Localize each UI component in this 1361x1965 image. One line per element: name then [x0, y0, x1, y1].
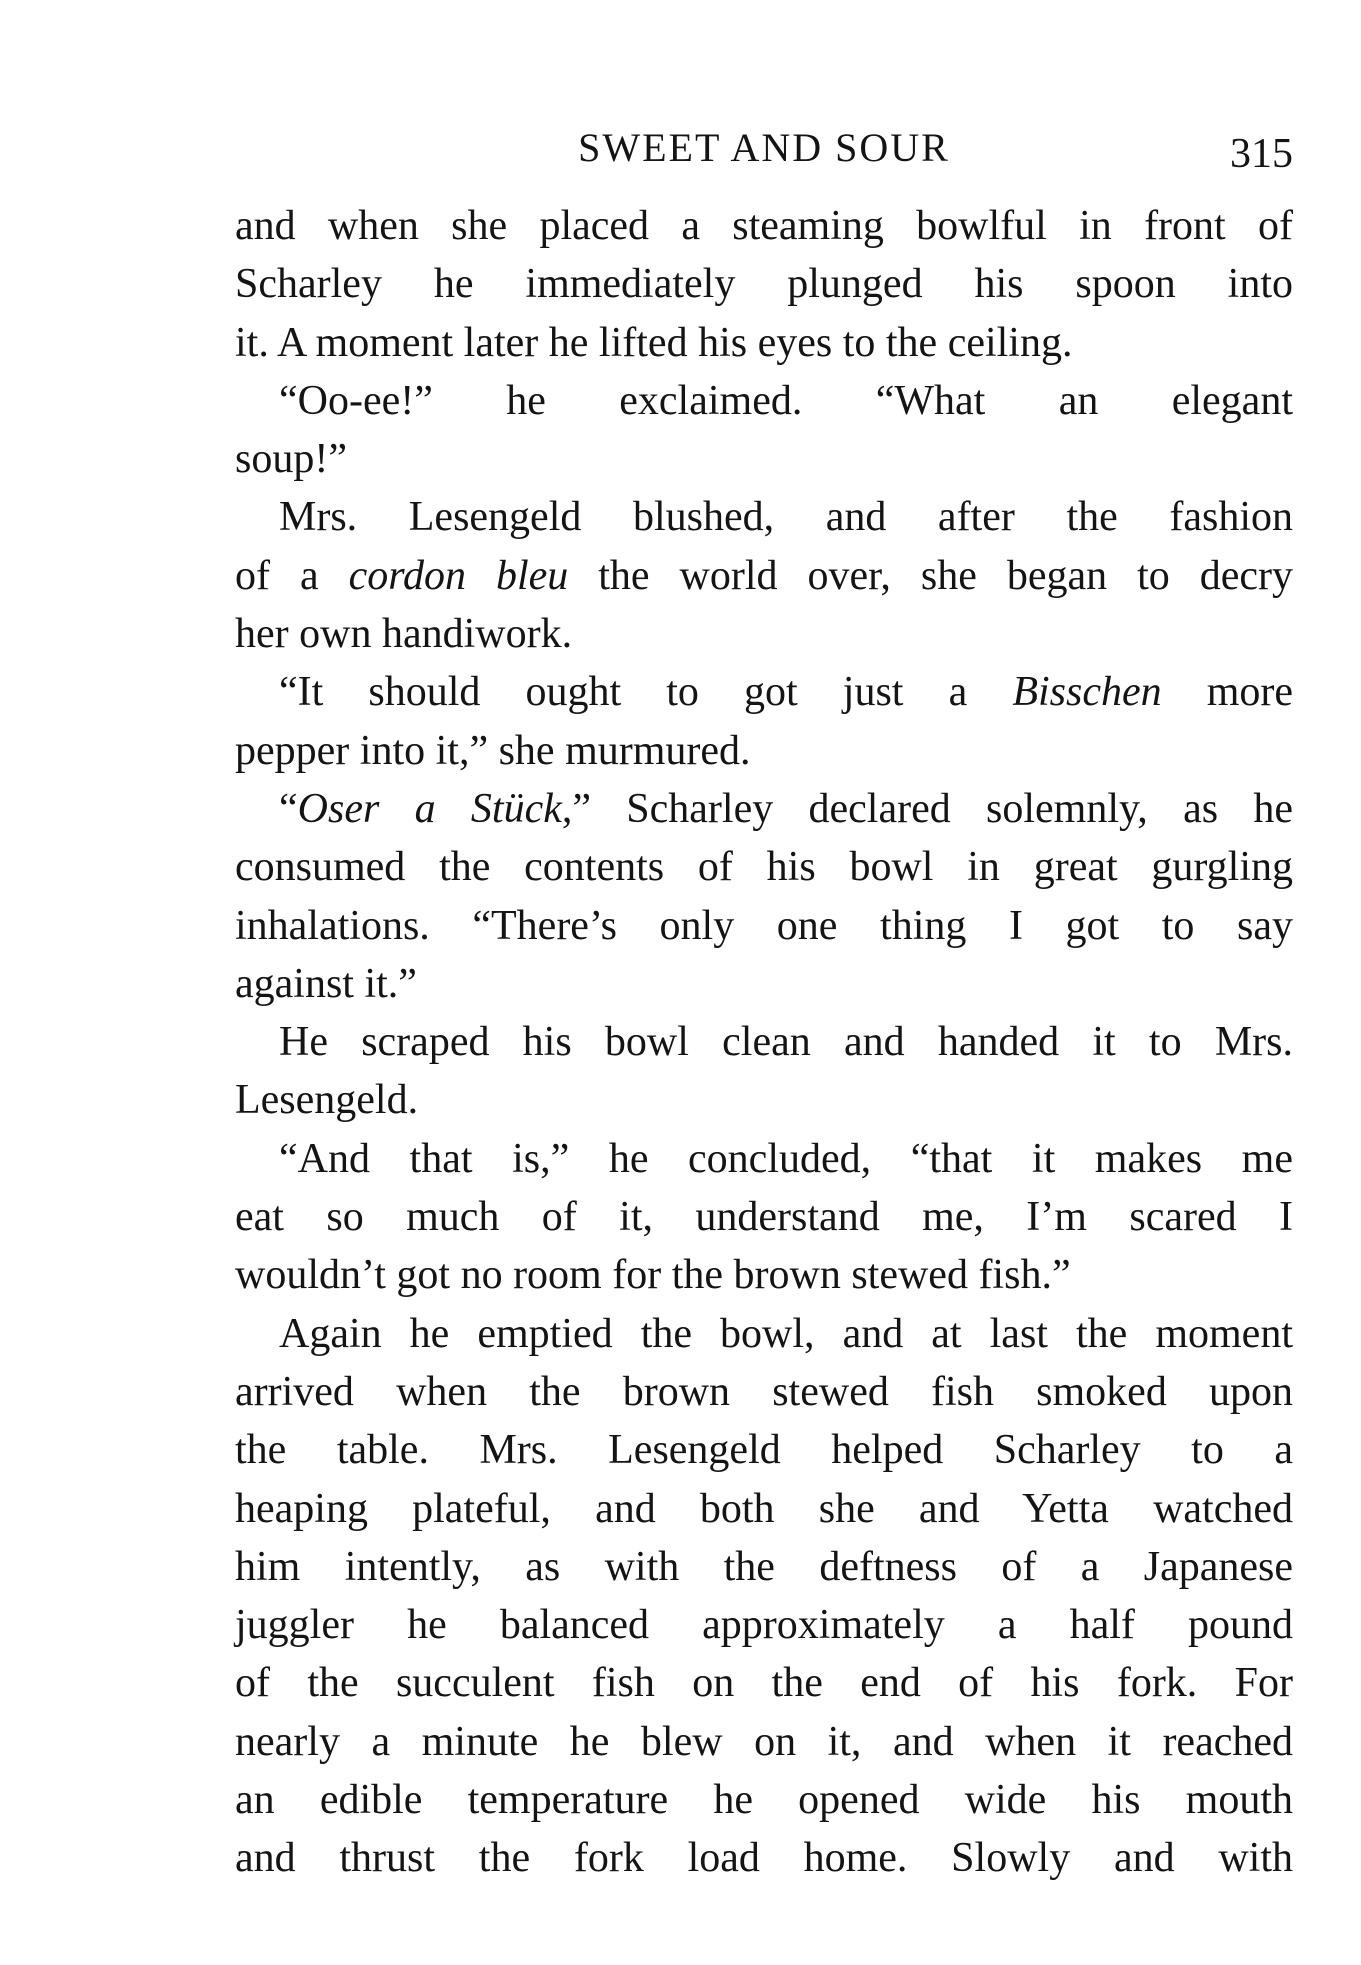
text-line: the table. Mrs. Lesengeld helped Scharley to a — [235, 1427, 1293, 1474]
italic-phrase: cordon bleu — [348, 552, 569, 599]
page-number: 315 — [1230, 131, 1293, 177]
running-title: SWEET AND SOUR — [578, 125, 950, 170]
text-line: wouldn’t got no room for the brown stewed fish.” — [235, 1252, 1071, 1299]
text-line: inhalations. “There’s only one thing I got to say — [235, 902, 1293, 949]
text-line: heaping plateful, and both she and Yetta watched — [235, 1485, 1293, 1532]
text-line: “And that is,” he concluded, “that it makes me — [279, 1135, 1293, 1182]
text-line: Mrs. Lesengeld blushed, and after the fashion — [279, 494, 1293, 541]
text-line: an edible temperature he opened wide his mouth — [235, 1777, 1293, 1824]
text-line: of the succulent fish on the end of his fork. For — [235, 1660, 1293, 1707]
body-text — [235, 197, 1293, 1888]
text-line: He scraped his bowl clean and handed it to Mrs. — [279, 1019, 1293, 1066]
text-line: nearly a minute he blew on it, and when it reached — [235, 1718, 1293, 1765]
text-line: Lesengeld. — [235, 1077, 419, 1124]
text-line: Again he emptied the bowl, and at last the moment — [279, 1310, 1293, 1357]
text-line: “Oser a Stück,” Scharley declared solemnly, as he — [279, 785, 1293, 832]
text-line: “It should ought to got just a Bisschen more — [279, 669, 1293, 716]
text-line: “Oo-ee!” he exclaimed. “What an elegant — [279, 377, 1293, 424]
text-line: Scharley he immediately plunged his spoon into — [235, 261, 1293, 308]
text-line: eat so much of it, understand me, I’m scared I — [235, 1194, 1293, 1241]
text-line: it. A moment later he lifted his eyes to the ceiling. — [235, 319, 1073, 366]
italic-phrase: Bisschen — [1012, 669, 1162, 716]
text-line: pepper into it,” she murmured. — [235, 727, 751, 774]
text-line: and when she placed a steaming bowlful in front of — [235, 203, 1293, 249]
text-line: him intently, as with the deftness of a Japanese — [235, 1543, 1293, 1590]
text-line: arrived when the brown stewed fish smoked upon — [235, 1368, 1293, 1415]
text-line: consumed the contents of his bowl in great gurgling — [235, 844, 1293, 891]
running-head — [235, 118, 1293, 178]
text-line: and thrust the fork load home. Slowly and with — [235, 1835, 1293, 1882]
text-line: against it.” — [235, 960, 417, 1007]
text-line: of a cordon bleu the world over, she began to decry — [235, 552, 1293, 599]
italic-phrase: Oser a Stück — [297, 785, 562, 832]
text-line: juggler he balanced approximately a half pound — [235, 1602, 1293, 1649]
text-line: her own handiwork. — [235, 611, 573, 658]
text-line: soup!” — [235, 436, 347, 483]
